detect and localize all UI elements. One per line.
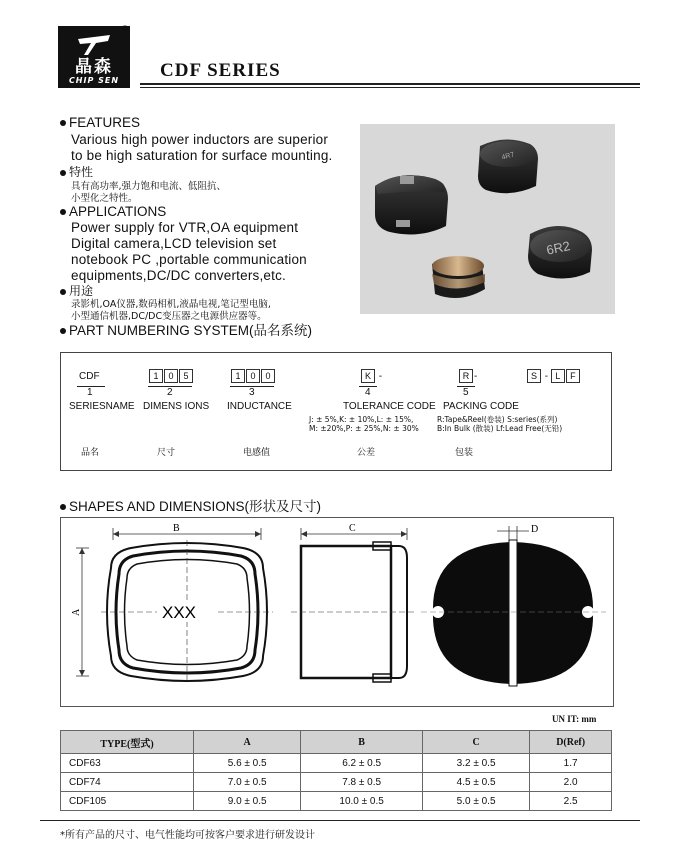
cell-c: 3.2 ± 0.5: [422, 754, 529, 773]
bullet-icon: [60, 209, 66, 215]
features-line-2: to be high saturation for surface mounting.: [71, 148, 333, 163]
table-row: [61, 754, 612, 773]
cell-b: 7.8 ± 0.5: [301, 773, 423, 792]
bullet-icon: [60, 289, 66, 295]
logo-emblem-icon: [74, 31, 114, 57]
footer-rule: [40, 820, 640, 821]
cell-type: CDF105: [61, 792, 194, 811]
applications-cn-line-1: 录影机,OA仪器,数码相机,液晶电视,笔记型电脑,: [71, 299, 271, 310]
label-cn-name: 品名: [81, 448, 100, 458]
index-1: 1: [87, 387, 93, 398]
features-heading-cn: 特性: [60, 164, 93, 180]
label-tolerance: TOLERANCE CODE: [343, 401, 436, 412]
part-numbering-box: [60, 352, 612, 471]
dims-cells: 1 0 5: [149, 369, 194, 383]
features-line-1: Various high power inductors are superior: [71, 132, 329, 147]
index-4: 4: [365, 387, 371, 398]
shapes-heading: SHAPES AND DIMENSIONS(形状及尺寸): [60, 499, 321, 515]
cell-b: 10.0 ± 0.5: [301, 792, 423, 811]
header-rule: [140, 83, 640, 85]
footer-note: *所有产品的尺寸、电气性能均可按客户要求进行研发设计: [60, 830, 315, 841]
header-c: C: [422, 731, 529, 754]
label-cn-size: 尺寸: [157, 448, 176, 458]
label-dimensions: DIMENS IONS: [143, 401, 210, 412]
label-seriesname: SERIESNAME: [69, 401, 135, 412]
cell-type: CDF63: [61, 754, 194, 773]
bullet-icon: [60, 170, 66, 176]
packing-note-1: R:Tape&Reel(卷装) S:series(系列): [437, 415, 558, 424]
dimensions-table: [60, 730, 612, 811]
dim-b-label: B: [173, 523, 180, 534]
product-photo: [360, 124, 615, 314]
dim-a-label: A: [71, 608, 82, 616]
packing-note-2: B:In Bulk (散装) Lf:Lead Free(无铅): [437, 424, 563, 433]
top-view-drawing: [71, 523, 273, 684]
logo-en-text: CHIP SEN: [68, 76, 120, 85]
registered-mark: ®: [122, 24, 128, 33]
cell-a: 7.0 ± 0.5: [194, 773, 301, 792]
cell-d: 2.0: [530, 773, 612, 792]
logo-cn-text: 晶森: [75, 57, 113, 77]
cell-d: 2.5: [530, 792, 612, 811]
label-packing: PACKING CODE: [443, 401, 519, 412]
dim-d-label: D: [531, 524, 539, 535]
applications-line-4: equipments,DC/DC converters,etc.: [71, 268, 286, 283]
marking-text: XXX: [162, 603, 197, 622]
photo-marking-2: 4R7: [500, 151, 516, 162]
table-header-row: [61, 731, 612, 754]
cell-b: 6.2 ± 0.5: [301, 754, 423, 773]
header-b: B: [301, 731, 423, 754]
table-row: [61, 773, 612, 792]
dim-c-label: C: [349, 523, 356, 534]
cell-a: 5.6 ± 0.5: [194, 754, 301, 773]
dimension-drawing: [60, 517, 614, 707]
header-rule-thin: [140, 87, 640, 88]
applications-cn-line-2: 小型通信机器,DC/DC变压器之电源供应器等。: [71, 311, 267, 322]
applications-line-2: Digital camera,LCD television set: [71, 236, 277, 251]
bullet-icon: [60, 328, 66, 334]
applications-line-1: Power supply for VTR,OA equipment: [71, 220, 299, 235]
applications-heading-cn: 用途: [60, 283, 93, 299]
logo: [58, 26, 130, 88]
suffix-cells: S - L F: [527, 369, 581, 383]
bullet-icon: [60, 120, 66, 126]
index-2: 2: [167, 387, 173, 398]
features-heading: FEATURES: [60, 115, 140, 131]
table-row: [61, 792, 612, 811]
label-cn-packing: 包装: [455, 448, 474, 458]
features-cn-line-2: 小型化之特性。: [71, 193, 138, 204]
photo-marking-1: 6R2: [545, 238, 572, 258]
header-type: TYPE(型式): [61, 731, 194, 754]
bullet-icon: [60, 504, 66, 510]
cell-a: 9.0 ± 0.5: [194, 792, 301, 811]
features-cn-line-1: 具有高功率,强力饱和电流、低阻抗、: [71, 181, 227, 192]
part-numbering-heading: PART NUMBERING SYSTEM(品名系统): [60, 323, 312, 339]
applications-line-3: notebook PC ,portable communication: [71, 252, 307, 267]
side-view-drawing: [291, 523, 417, 682]
series-title: CDF SERIES: [160, 60, 281, 81]
cell-c: 5.0 ± 0.5: [422, 792, 529, 811]
tolerance-note-2: M: ±20%,P: ± 25%,N: ± 30%: [309, 424, 419, 433]
packing-cell: R -: [459, 369, 477, 383]
index-5: 5: [463, 387, 469, 398]
index-3: 3: [249, 387, 255, 398]
tolerance-cell: K -: [361, 369, 382, 383]
header-a: A: [194, 731, 301, 754]
tolerance-note-1: J: ± 5%,K: ± 10%,L: ± 15%,: [309, 415, 414, 424]
code-prefix: CDF: [79, 371, 100, 382]
label-cn-inductance: 电感值: [243, 448, 271, 458]
applications-heading: APPLICATIONS: [60, 204, 166, 220]
header-d: D(Ref): [530, 731, 612, 754]
cell-type: CDF74: [61, 773, 194, 792]
unit-label: UN IT: mm: [552, 714, 597, 724]
label-cn-tolerance: 公差: [357, 448, 376, 458]
cell-d: 1.7: [530, 754, 612, 773]
cell-c: 4.5 ± 0.5: [422, 773, 529, 792]
bottom-view-drawing: [421, 524, 606, 686]
label-inductance: INDUCTANCE: [227, 401, 292, 412]
inductance-cells: 1 0 0: [231, 369, 276, 383]
